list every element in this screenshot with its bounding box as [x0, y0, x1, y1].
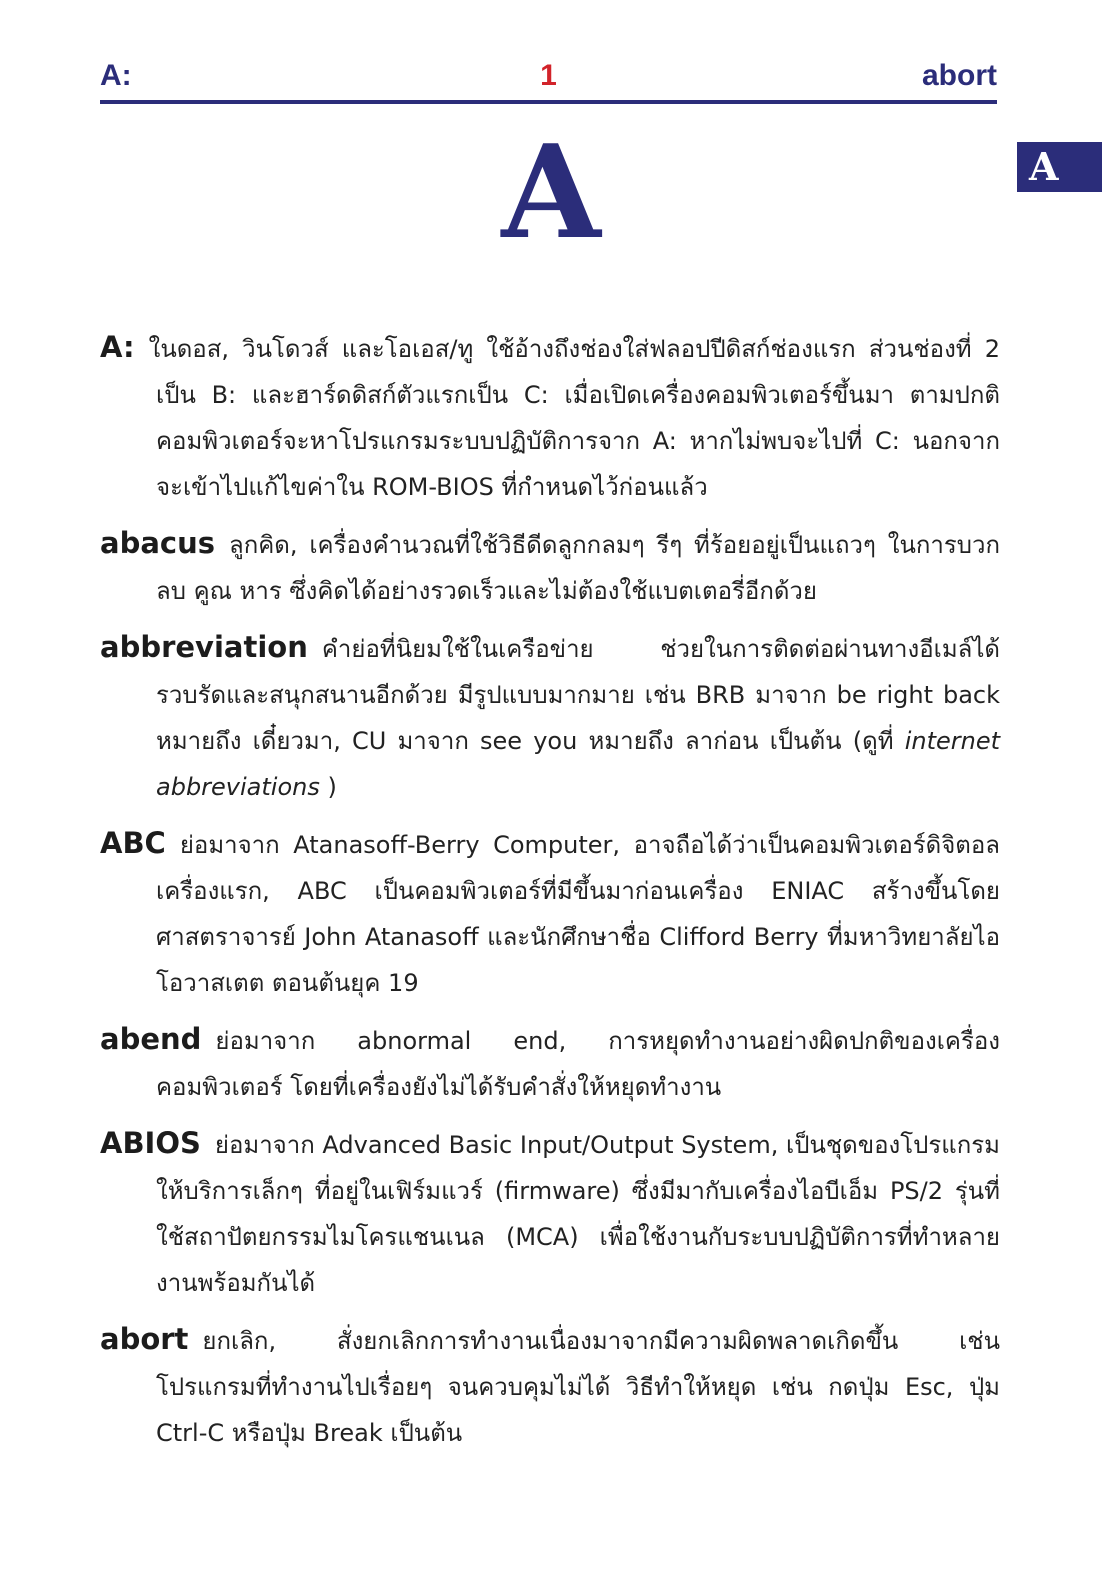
guide-word-last: abort	[922, 59, 997, 92]
guide-word-first: A:	[100, 59, 132, 92]
section-thumb-tab: A	[1017, 142, 1102, 192]
section-letter-heading: A	[501, 118, 601, 268]
entry-term: abbreviation	[100, 630, 308, 664]
entry-term: abort	[100, 1322, 189, 1356]
entry-abc	[100, 820, 1000, 1006]
entry-definition: ย่อมาจาก Advanced Basic Input/Output System, เป็นชุดของโปรแกรมให้บริการเล็กๆ ที่อยู่ในเฟิร์มแวร์ (firmware) ซึ่งมีมากับเครื่องไอบีเอ็ม PS/2 รุ่นที่ใช้สถาปัตยกรรมไมโครแชนเนล (MCA) เพื่อใช้งานกับระบบปฏิบัติการที่ทำหลายงานพร้อมกันได้	[156, 1131, 1000, 1297]
entry-definition: ยกเลิก, สั่งยกเลิกการทำงานเนื่องมาจากมีความผิดพลาดเกิดขึ้น เช่น โปรแกรมที่ทำงานไปเรื่อยๆ จนควบคุมไม่ได้ วิธีทำให้หยุด เช่น กดปุ่ม Esc, ปุ่ม Ctrl-C หรือปุ่ม Break เป็นต้น	[156, 1327, 1000, 1447]
running-head	[100, 56, 997, 104]
entry-definition: ย่อมาจาก Atanasoff-Berry Computer, อาจถือได้ว่าเป็นคอมพิวเตอร์ดิจิตอลเครื่องแรก, ABC เป็นคอมพิวเตอร์ที่มีขึ้นมาก่อนเครื่อง ENIAC สร้างขึ้นโดยศาสตราจารย์ John Atanasoff และนักศึกษาชื่อ Clifford Berry ที่มหาวิทยาลัยไอโอวาสเตต ตอนต้นยุค 19	[156, 831, 1000, 997]
entry-term: abacus	[100, 526, 215, 560]
entry-definition: ในดอส, วินโดวส์ และโอเอส/ทู ใช้อ้างถึงช่องใส่ฟลอปปีดิสก์ช่องแรก ส่วนช่องที่ 2 เป็น B: และฮาร์ดดิสก์ตัวแรกเป็น C: เมื่อเปิดเครื่องคอมพิวเตอร์ขึ้นมา ตามปกติคอมพิวเตอร์จะหาโปรแกรมระบบปฏิบัติการจาก A: หากไม่พบจะไปที่ C: นอกจากจะเข้าไปแก้ไขค่าใน ROM-BIOS ที่กำหนดไว้ก่อนแล้ว	[148, 335, 1000, 501]
entry-term: ABIOS	[100, 1126, 201, 1160]
entry-a-drive	[100, 324, 1000, 510]
page-number: 1	[540, 59, 557, 92]
entry-abacus	[100, 520, 1000, 614]
entry-term: abend	[100, 1022, 202, 1056]
see-reference-link[interactable]: internet abbreviations	[156, 727, 1001, 801]
entry-definition: ลูกคิด, เครื่องคำนวณที่ใช้วิธีดีดลูกกลมๆ รีๆ ที่ร้อยอยู่เป็นแถวๆ ในการบวก ลบ คูณ หาร ซึ่งคิดได้อย่างรวดเร็วและไม่ต้องใช้แบตเตอรี่อีกด้วย	[156, 531, 1000, 605]
entry-definition: คำย่อที่นิยมใช้ในเครือข่าย ช่วยในการติดต่อผ่านทางอีเมล์ได้รวบรัดและสนุกสนานอีกด้วย มีรูปแบบมากมาย เช่น BRB มาจาก be right back หมายถึง เดี๋ยวมา, CU มาจาก see you หมายถึง ลาก่อน เป็นต้น	[156, 635, 1000, 755]
entry-definition: ย่อมาจาก abnormal end, การหยุดทำงานอย่างผิดปกติของเครื่องคอมพิวเตอร์ โดยที่เครื่องยังไม่ได้รับคำสั่งให้หยุดทำงาน	[156, 1027, 1000, 1101]
entry-abios	[100, 1120, 1000, 1306]
entry-abort	[100, 1316, 1000, 1456]
entry-abend	[100, 1016, 1000, 1110]
see-label: (ดูที่	[852, 727, 894, 755]
entry-term: ABC	[100, 826, 166, 860]
entry-abbreviation	[100, 624, 1000, 810]
see-close: )	[327, 773, 337, 801]
entry-term: A:	[100, 330, 135, 364]
dictionary-entries	[100, 324, 1000, 1466]
